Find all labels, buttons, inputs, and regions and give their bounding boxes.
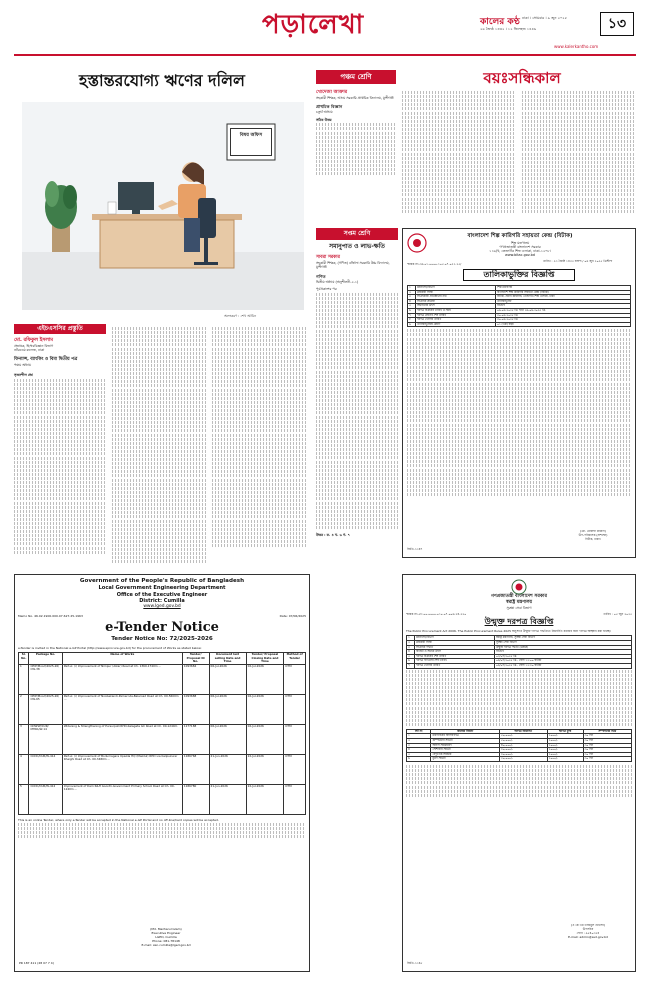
bitac-address: ১১৬/খ, তেজগাঁও শিল্প এলাকা, ঢাকা-১২০৮। (489, 249, 551, 253)
masthead (14, 0, 636, 56)
class-seven-title: সমানুপাত ও লাভ-ক্ষতি (329, 243, 385, 250)
table-cell: OTM (284, 694, 306, 724)
table-row (19, 694, 306, 724)
class-five-teacher (316, 90, 396, 177)
table-cell: 1186768 (182, 754, 209, 784)
table-cell: Part-A: (i) Improvement of Noobakandi-Pemernda-Balaroad Road at Ch. 00-5600m ... (62, 694, 182, 724)
table-cell: বাংলাদেশ শিল্প কারিগরি সহায়তা কেন্দ্র (বিটাক) (496, 290, 631, 295)
signer-name: (Md. Mazharul Islam) (150, 927, 182, 931)
signer-name: (মো. মোস্তফা কামাল) (580, 529, 606, 533)
table-cell: ৩ (407, 645, 415, 650)
table-cell: Widening & Strengthening of Pursurpati RHD-Kalagata GC Road at Ch. 00-1240m ... (62, 724, 182, 754)
table-row (19, 784, 306, 814)
table-cell: 1177188 (182, 724, 209, 754)
lged-tender-notice (14, 574, 310, 972)
chapter-label: দ্বিতীয় অধ্যায় (অনুশীলনী-২.১) (316, 279, 359, 284)
table-cell: OTM (284, 724, 306, 754)
table-cell: 21-Jun-2026 (209, 754, 246, 784)
tender-footer: This is an online Tender, where only e-Tender will be accepted in the National e-GP Portal and no off-line/hard copies will be accepted. (18, 817, 219, 822)
table-cell: 22-Jul-2026 (246, 754, 284, 784)
paper-name: কালের কণ্ঠ (480, 17, 520, 27)
subject-name: গণিত (316, 273, 326, 279)
table-cell: বাজেট ও অর্থের উৎস (415, 650, 495, 655)
table-cell: ১০০০/- (547, 739, 583, 744)
bitac-ministry: শিল্প মন্ত্রণালয় (510, 241, 530, 245)
table-cell: 2 (19, 694, 29, 724)
column-header: Document last selling Date and Time (209, 653, 246, 665)
tender-memo-row (18, 614, 306, 618)
article-title: হস্তান্তরযোগ্য ঋণের দলিল (79, 71, 245, 90)
table-cell: ৬ (408, 308, 416, 313)
table-cell: দরপত্র বিক্রয়ের শেষ তারিখ (415, 654, 495, 659)
table-row (407, 663, 632, 668)
table-cell: 1 (19, 664, 29, 694)
tender-website[interactable]: www.lged.gov.bd (143, 604, 181, 609)
class-five-col-1-text (316, 123, 396, 175)
subject-name: প্রাথমিক বিজ্ঞান (316, 104, 343, 110)
signer-phone: ফোন : ৯৫৪০৩২৪ (576, 931, 600, 935)
table-cell: ক্রয়কারী সংস্থা (416, 290, 496, 295)
table-cell: 1093688 (182, 694, 209, 724)
table-cell: ৮ (408, 318, 416, 323)
column-header: সম্পাদনের সময় (583, 729, 631, 734)
class-seven-strip: সপ্তম শ্রেণি (316, 228, 398, 240)
job-code: PR 187 411 (28 07 7 4) (19, 961, 54, 965)
table-cell: 06-Jul-2026 (209, 724, 246, 754)
chapter-label: চতুর্থ অধ্যায় (316, 110, 333, 115)
table-cell: অর্থায়নের উৎস (416, 304, 496, 309)
date-line-1: ঢাকা । সোমবার । ৯ জুন ২০২৫ (522, 16, 567, 20)
class-five-section (316, 62, 636, 222)
ministry-dept: সুরক্ষা সেবা বিভাগ (506, 606, 532, 610)
table-row (19, 724, 306, 754)
bitac-table (407, 285, 631, 497)
bitac-memo: স্মারক নং-৩৬.০১.০০০০.১০৫.০৭.০২১.২৫/ (407, 262, 462, 266)
mcq-heading: সঠিক উত্তর (316, 117, 332, 122)
teacher-title: সহকারী শিক্ষক, (গণিত) বর্জিলা সরকারি উচ্চ বিদ্যালয়, মুন্সীগঞ্জ (316, 261, 390, 270)
job-code: জিডি-১৩৪৭ (407, 547, 423, 551)
author-box (14, 338, 106, 555)
section-strip: এইচএসসির প্রস্তুতি (14, 324, 106, 334)
table-cell: ১ (407, 734, 431, 739)
bitac-notice (402, 228, 636, 558)
table-cell: ৩০,০০০/- (499, 748, 547, 753)
table-cell: সুরক্ষা সেবা বিভাগ (495, 641, 632, 646)
ministry-terms-lines (406, 765, 632, 797)
bitac-date: তারিখ : ২৩ জ্যৈষ্ঠ ১৪৩২ বঙ্গাব্দ / ০৬ জুন ২০২৫ খ্রিস্টাব্দ (543, 259, 613, 263)
table-cell: অফিস সরঞ্জামাদি (431, 743, 499, 748)
table-cell: সংগ্রহের প্রক্রিয়া (416, 299, 496, 304)
table-cell: ২০,০০০/- (499, 757, 547, 762)
signer-phone: Phone: 081-78148 (152, 939, 180, 943)
table-cell: দরপত্র খোলার তারিখ (416, 318, 496, 323)
table-cell: ৫ (407, 752, 431, 757)
table-cell: ৩০ দিন (583, 734, 631, 739)
table-cell: ০৩/০৭/২০২৫ খ্রি. (495, 654, 632, 659)
table-cell: ৫০,০০০/- (499, 739, 547, 744)
table-cell: মুদ্রণ সামগ্রী (431, 757, 499, 762)
table-cell: 4 (19, 754, 29, 784)
teacher-name: সাবরা সরকার (316, 255, 340, 260)
teacher-name: খোদেজা আক্তার (316, 90, 348, 95)
table-cell: 21-Jun-2026 (209, 784, 246, 814)
table-cell: বৈদ্যুতিক সরঞ্জাম (431, 752, 499, 757)
table-cell: ২ (408, 290, 416, 295)
signer-org: বিটাক, ঢাকা। (585, 537, 601, 541)
tender-signature (121, 927, 211, 947)
table-cell: স্টেশনারি সামগ্রী (431, 748, 499, 753)
table-cell: ৬ (407, 757, 431, 762)
signer-name: (এ কে এম তাজমুল হোসেন) (570, 923, 606, 927)
signer-office: LGED, Cumilla (155, 935, 177, 939)
table-cell: 1186780 (182, 784, 209, 814)
tender-dept: Local Government Engineering Department (98, 585, 226, 591)
author-column-text (14, 379, 106, 554)
table-cell: দরপত্র গ্রহণের শেষ তারিখ (416, 313, 496, 318)
ministry-tender-notice (402, 574, 636, 972)
table-cell: ২ (407, 641, 415, 646)
table-row (19, 754, 306, 784)
table-cell: ১০০০/- (547, 743, 583, 748)
table-cell: তালিকাভুক্তির মেয়াদ (416, 322, 496, 327)
table-row (19, 664, 306, 694)
wall-sign: বিষয় অফিস (230, 128, 272, 156)
table-cell: ৫০,০০০/- (499, 734, 547, 739)
table-cell: CDWSP/CUR/ MHRA/W-14 (29, 724, 62, 754)
table-cell: কম্পিউটার সামগ্রী (431, 739, 499, 744)
table-cell: CEIP(Mood)2025-26/ CW-38 (29, 664, 62, 694)
table-cell: ৫ (407, 654, 415, 659)
table-cell: Part-A: (i) Improvement of Bodumagara Upazila HQ (Mazdul) RHD via Kalipukurer Khaighi Road at Ch. 00-3480m ... (62, 754, 182, 784)
page-number: ১৩ (600, 12, 634, 36)
author-college: নটরডেম কলেজ, ঢাকা (14, 348, 45, 353)
table-cell: ৩ (408, 295, 416, 300)
table-cell: 02-Jul-2026 (246, 664, 284, 694)
table-cell: Part-A: (i) Improvement of Nimpur (Alkar) Road at Ch. 1360-1740m ... (62, 664, 182, 694)
table-cell: জিওবি (495, 650, 632, 655)
table-cell: মন্ত্রণালয়/বিভাগ (416, 286, 496, 291)
class-seven-section (316, 228, 398, 568)
table-cell: CCDC/CUR/W-414 (29, 754, 62, 784)
table-cell: ১০০০/- (547, 748, 583, 753)
table-cell: 22-Jul-2026 (246, 784, 284, 814)
tender-office: Office of the Executive Engineer (116, 592, 208, 598)
class-five-col-3-text (522, 90, 636, 218)
tender-district: District: Cumilla (139, 598, 185, 604)
website-link[interactable]: www.kalerkantho.com (554, 44, 599, 49)
ministry-info-table (406, 635, 632, 668)
tender-footer-lines (18, 823, 306, 838)
article-column-2 (112, 326, 206, 566)
table-cell: ৩০-০৬-২০২৫ খ্রি. (496, 318, 631, 323)
table-cell: দরপত্র বিক্রয়ের তারিখ ও সময় (416, 308, 496, 313)
column-header: Package No. (29, 653, 62, 665)
article-column-3 (212, 326, 308, 566)
table-cell: শিল্প মন্ত্রণালয় (496, 286, 631, 291)
column-header: লট নং (407, 729, 431, 734)
bitac-name: বাংলাদেশ শিল্প কারিগরি সহায়তা কেন্দ্র (বিটাক) (467, 233, 573, 239)
table-cell: উন্মুক্ত দরপত্র পদ্ধতি (OTM) (495, 645, 632, 650)
table-cell: 02-Jul-2026 (246, 694, 284, 724)
govt-emblem-icon (511, 579, 527, 595)
table-cell: CCDC/CUR/W-412 (29, 784, 62, 814)
ministry-notice-title: উন্মুক্ত দরপত্র বিজ্ঞপ্তি (484, 617, 554, 627)
subject-name: ফিন্যান্স, ব্যাংকিং ও বিমা দ্বিতীয় পত্র (14, 356, 78, 362)
table-cell: 5 (19, 784, 29, 814)
ministry-lot-table (406, 729, 632, 762)
section-logo: পড়ালেখা (262, 10, 365, 40)
table-cell: তালিকাভুক্তি (496, 299, 631, 304)
column-header: Tender/ Proposal Closing Date and Time (246, 653, 284, 665)
table-cell: ৯ (408, 322, 416, 327)
table-cell: ০৬/০৭/২০২৫ খ্রি., বেলা ১২:০০ ঘটিকা (495, 659, 632, 664)
table-cell: ৪০,০০০/- (499, 743, 547, 748)
table-cell: ১ (408, 286, 416, 291)
table-cell: ৭ (407, 663, 415, 668)
column-header: Method of Tender (284, 653, 306, 665)
table-cell: ক্রয়কারী সংস্থা (415, 641, 495, 646)
table-cell: ৩০,০০০/- (499, 752, 547, 757)
table-cell: ৫ (408, 304, 416, 309)
table-cell: দরপত্র দাখিলের শেষ তারিখ (415, 659, 495, 664)
bitac-signature (553, 529, 633, 541)
ministry-date: তারিখ : ০৫ জুন ২০২৫ (603, 612, 632, 617)
image-credit: অলংকরণ : শেখ আমিন (224, 314, 257, 318)
table-cell: দরপত্র খোলার তারিখ (415, 663, 495, 668)
qa-heading: সৃজনশীল প্রশ্ন (14, 373, 33, 378)
table-cell: OTM (284, 784, 306, 814)
table-cell: ১০০০/- (547, 752, 583, 757)
ministry-intro: The Public Procurement Act 2006. The Public Procurement Rules 2025 অনুসারে উন্মুক্ত দরপত্র পদ্ধতিতে নিম্নবর্ণিত কাজের জন্য দরপত্র আহ্বান করা যাচ্ছে। (406, 629, 611, 634)
table-cell: Improvement of Dam R&H Goontli-Government Primary School Road at Ch. 00-1240m ... (62, 784, 182, 814)
column-header: Name of Works (62, 653, 182, 665)
table-cell: সংগ্রহের পদ্ধতি (415, 645, 495, 650)
table-cell: 06-Jul-2026 (209, 664, 246, 694)
answer-line: উত্তর : ক. ৪ খ. ৬ গ. ৭ (316, 533, 350, 538)
tender-govt: Government of the People's Republic of Bangladesh (79, 578, 245, 584)
ministry-govt: গণপ্রজাতন্ত্রী বাংলাদেশ সরকার (490, 594, 548, 599)
ministry-info-extra-rows (406, 670, 632, 726)
class-five-strip: পঞ্চম শ্রেণি (316, 70, 396, 84)
table-cell: ১ (407, 636, 415, 641)
date-line-2: ২৬ জ্যৈষ্ঠ ১৪৩২ । ১২ জিলহজ ১৪৪৬ (480, 27, 537, 31)
column-header: দরপত্র জামানত (499, 729, 547, 734)
teacher-title: সহকারী শিক্ষক, আদম সরকারি প্রাথমিক বিদ্যালয়, মুন্সীগঞ্জ (316, 96, 394, 100)
column-header: Tender/ Proposal ID No. (182, 653, 209, 665)
table-cell: ৩০ দিন (583, 739, 631, 744)
chapter-label: পঞ্চম অধ্যায় (14, 362, 32, 367)
table-cell: ৩০-০৬-২০২৫ খ্রি. (496, 313, 631, 318)
class-seven-text (316, 293, 398, 529)
table-cell: ৬ (407, 659, 415, 664)
table-cell: 06-Jul-2026 (209, 694, 246, 724)
table-cell: ৪ (407, 650, 415, 655)
table-cell: ১০০০/- (547, 757, 583, 762)
ministry-memo: স্মারক নং-৫৮.০০.০০০০.০১০.০৭.০০৬.২৪-২২০ (406, 612, 467, 617)
table-row (407, 757, 632, 762)
ministry-name: স্বরাষ্ট্র মন্ত্রণালয় (506, 600, 532, 605)
bitac-website[interactable]: www.bitac.gov.bd (505, 253, 535, 257)
table-cell: OTM (284, 664, 306, 694)
tender-number: Tender Notice No: 72/2025-2026 (111, 636, 213, 642)
author-title: প্রভাষক, হিসাববিজ্ঞান বিভাগ (14, 344, 54, 348)
bitac-notice-title: তালিকাভুক্তির বিজ্ঞপ্তি (463, 269, 575, 281)
bitac-govt: গণপ্রজাতন্ত্রী বাংলাদেশ সরকার (499, 245, 541, 249)
table-cell: মন্ত্রণালয়ের আসবাবপত্র (431, 734, 499, 739)
ministry-signature (543, 923, 633, 939)
bitac-logo-icon (407, 233, 427, 253)
table-cell: ০৬/০৭/২০২৫ খ্রি., বেলা ১২:৩০ ঘটিকা (495, 663, 632, 668)
table-cell: ১০০০/- (547, 734, 583, 739)
column-header: কাজের বিবরণ (431, 729, 499, 734)
office-illustration (22, 102, 304, 310)
table-cell: ৩০ দিন (583, 757, 631, 762)
tender-intro: e-Tender is invited in the National e-GP Portal (http://www.eprocure.gov.bd) for the procurement of Works as stated below: (18, 646, 202, 650)
signer-title: উপ-পরিচালক (প্রশাসন) (578, 533, 608, 537)
signer-title: উপসচিব (582, 927, 594, 931)
table-cell: মন্ত্রণালয়/বিভাগ (415, 636, 495, 641)
tender-date: Date: 07/06/2025 (279, 614, 306, 618)
table-cell: ৪ (408, 299, 416, 304)
column-header: দরপত্র মূল্য (547, 729, 583, 734)
job-code: জিডি-১৩৪৫ (407, 961, 423, 965)
table-row (408, 322, 631, 327)
signer-email: E-mail: xen.cumilla@lged.gov.bd (141, 943, 191, 947)
table-cell: ৩ (407, 743, 431, 748)
tender-title: e-Tender Notice (105, 620, 219, 635)
table-cell: 3 (19, 724, 29, 754)
class-five-col-2-text (402, 90, 516, 218)
table-cell: স্বরাষ্ট্র মন্ত্রণালয়, সুরক্ষা সেবা বিভাগ (495, 636, 632, 641)
author-name: মো. রফিকুল ইসলাম (14, 338, 53, 343)
table-cell: ০৯-০৬-২০২৫ খ্রি. হতে ২৯-০৬-২০২৫ খ্রি. (496, 308, 631, 313)
table-cell: ৩০ দিন (583, 743, 631, 748)
table-cell: 1093684 (182, 664, 209, 694)
tender-table (18, 652, 306, 815)
table-cell: সংগ্রহকারী প্রতিষ্ঠানের নাম (416, 295, 496, 300)
bitac-table-extra-rows (407, 329, 631, 496)
table-cell: OTM (284, 754, 306, 784)
table-cell: বিটাক, প্রধান কার্যালয়, তেজগাঁও শিল্প এলাকা, ঢাকা (496, 295, 631, 300)
table-cell: CEIP(Mood)2025-26/ CW-65 (29, 694, 62, 724)
signer-title: Executive Engineer (151, 931, 181, 935)
table-cell: ০১ (এক) বছর (496, 322, 631, 327)
class-five-title: বয়ঃসন্ধিকাল (483, 69, 561, 87)
table-cell: 02-Jul-2026 (246, 724, 284, 754)
column-header: Sl. No. (19, 653, 29, 665)
table-cell: ৩০ দিন (583, 748, 631, 753)
table-cell: ২ (407, 739, 431, 744)
feature-article (14, 62, 310, 570)
table-cell: জিওবি (496, 304, 631, 309)
table-cell: ৪ (407, 748, 431, 753)
table-cell: ৩০ দিন (583, 752, 631, 757)
tender-memo: Memo No. 46.02.1900.000.07.627.25-1963 (18, 614, 83, 618)
table-cell: ৭ (408, 313, 416, 318)
signer-email: E-mail: admin@ssd.gov.bd (568, 935, 608, 939)
exercise-label: পূর্বপ্রকাশের পর (316, 287, 337, 292)
